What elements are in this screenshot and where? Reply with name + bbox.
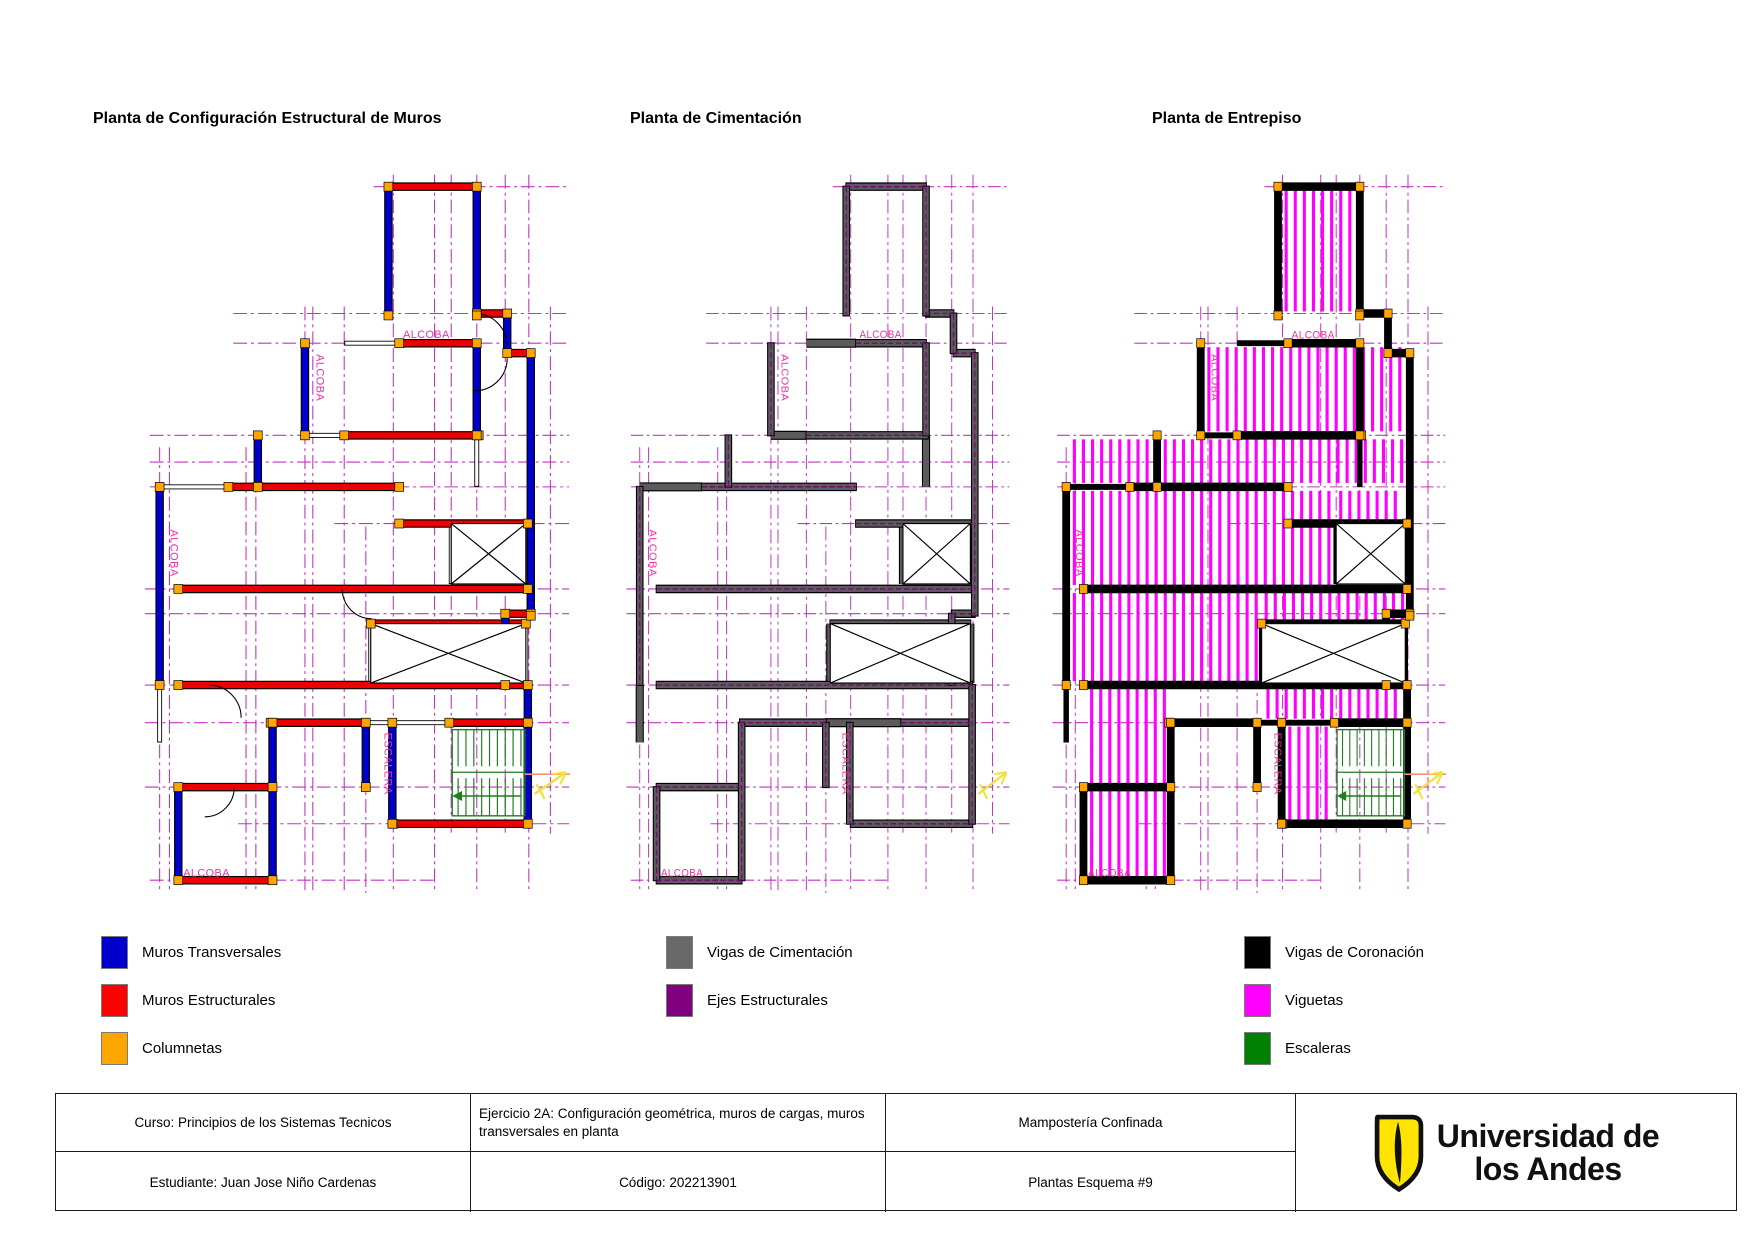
legend-label: Vigas de Cimentación: [707, 944, 853, 961]
room-label: ALCOBA: [403, 329, 450, 342]
columneta-marker: [1356, 311, 1364, 320]
columneta-marker: [155, 681, 164, 690]
columneta-marker: [1197, 339, 1205, 348]
columneta-marker: [1403, 819, 1411, 828]
columneta-marker: [1356, 182, 1364, 191]
columneta-marker: [526, 349, 535, 358]
columneta-marker: [301, 339, 310, 348]
tb-estudiante: Estudiante: Juan Jose Niño Cardenas: [56, 1152, 471, 1212]
columneta-marker: [526, 611, 535, 620]
columneta-marker: [1278, 819, 1286, 828]
room-label: ESCALERA: [1271, 732, 1283, 795]
columneta-marker: [445, 718, 454, 727]
columneta-marker: [1153, 431, 1161, 440]
legend-label: Viguetas: [1285, 992, 1344, 1009]
columneta-marker: [1258, 619, 1266, 628]
columneta-marker: [1274, 182, 1282, 191]
title-block: [55, 1093, 1737, 1211]
room-label: ALCOBA: [646, 529, 658, 577]
legend-item: [1244, 984, 1424, 1017]
columneta-marker: [1126, 482, 1134, 491]
swatch-vigas-coronacion: [1244, 936, 1271, 969]
plan-title-cimentacion: Planta de Cimentación: [630, 110, 802, 127]
columneta-marker: [523, 819, 532, 828]
legend-label: Vigas de Coronación: [1285, 944, 1424, 961]
room-label: ESCALERA: [381, 732, 394, 795]
swatch-vigas-cimentacion: [666, 936, 693, 969]
columneta-marker: [523, 718, 532, 727]
legend-label: Escaleras: [1285, 1040, 1351, 1057]
swatch-viguetas: [1244, 984, 1271, 1017]
legend-item: [101, 984, 281, 1017]
columneta-marker: [361, 718, 370, 727]
columneta-marker: [174, 681, 183, 690]
columneta-marker: [1356, 339, 1364, 348]
plan-drawing-entrepiso: [1048, 150, 1448, 905]
plan-layer: [145, 175, 570, 893]
university-logo: [1296, 1094, 1734, 1212]
legend-entrepiso: [1244, 936, 1424, 1080]
columneta-marker: [523, 681, 532, 690]
columneta-marker: [1079, 876, 1087, 885]
columneta-marker: [1278, 718, 1286, 727]
plan-title-entrepiso: Planta de Entrepiso: [1152, 110, 1302, 127]
columneta-marker: [1403, 519, 1411, 528]
columneta-marker: [384, 182, 393, 191]
swatch-columnetas: [101, 1032, 128, 1065]
columneta-marker: [1384, 309, 1392, 318]
room-label: ALCOBA: [313, 354, 326, 402]
legend-label: Columnetas: [142, 1040, 223, 1057]
columneta-marker: [268, 876, 277, 885]
columneta-marker: [1167, 876, 1175, 885]
legend-label: Muros Transversales: [142, 944, 282, 961]
columneta-marker: [523, 519, 532, 528]
columneta-marker: [501, 681, 510, 690]
columneta-marker: [1406, 611, 1414, 620]
room-label: ALCOBA: [1088, 867, 1132, 880]
legend-item: [666, 936, 853, 969]
logo-line1: Universidad de: [1436, 1118, 1660, 1155]
columneta-marker: [1167, 783, 1175, 792]
columneta-marker: [1284, 519, 1292, 528]
room-label: ALCOBA: [1073, 529, 1084, 577]
room-label: ALCOBA: [778, 354, 790, 402]
tb-esquema: Plantas Esquema #9: [886, 1152, 1296, 1212]
plan-layer: [1053, 175, 1447, 893]
columneta-marker: [1197, 431, 1205, 440]
columneta-marker: [174, 584, 183, 593]
columneta-marker: [366, 619, 375, 628]
columneta-marker: [501, 609, 510, 618]
columneta-marker: [1062, 482, 1070, 491]
columneta-marker: [1382, 609, 1390, 618]
legend-item: [1244, 936, 1424, 969]
plan-title-muros: Planta de Configuración Estructural de Muros: [93, 110, 442, 127]
swatch-muros-estructurales: [101, 984, 128, 1017]
columneta-marker: [1274, 311, 1282, 320]
room-label: ALCOBA: [1291, 329, 1335, 342]
tb-curso: Curso: Principios de los Sistemas Tecnicos: [56, 1094, 471, 1152]
room-label: ALCOBA: [183, 867, 230, 880]
room-label: ALCOBA: [859, 329, 902, 342]
legend-item: [101, 1032, 281, 1065]
columneta-marker: [1356, 431, 1364, 440]
columneta-marker: [503, 309, 512, 318]
room-label: ESCALERA: [839, 732, 851, 795]
swatch-muros-transversales: [101, 936, 128, 969]
columneta-marker: [253, 482, 262, 491]
legend-label: Muros Estructurales: [142, 992, 276, 1009]
columneta-marker: [1384, 349, 1392, 358]
legend-cimentacion: [666, 936, 853, 1032]
columneta-marker: [1253, 783, 1261, 792]
columneta-marker: [1153, 482, 1161, 491]
columneta-marker: [1406, 349, 1414, 358]
plan-layer: [626, 175, 1009, 893]
columneta-marker: [503, 349, 512, 358]
columneta-marker: [388, 718, 397, 727]
legend-label: Ejes Estructurales: [707, 992, 828, 1009]
columneta-marker: [301, 431, 310, 440]
uniandes-shield-icon: [1371, 1112, 1427, 1194]
columneta-marker: [395, 482, 404, 491]
uniandes-wordmark: [1437, 1120, 1659, 1185]
tb-mamposteria: Mampostería Confinada: [886, 1094, 1296, 1152]
columneta-marker: [472, 339, 481, 348]
plan-drawing-cimentacion: [622, 150, 1012, 905]
legend-item: [1244, 1032, 1424, 1065]
columneta-marker: [1079, 584, 1087, 593]
columneta-marker: [521, 619, 530, 628]
room-label: ALCOBA: [1208, 354, 1220, 402]
columneta-marker: [472, 182, 481, 191]
columneta-marker: [384, 311, 393, 320]
columneta-marker: [1062, 681, 1070, 690]
columneta-marker: [1253, 718, 1261, 727]
columneta-marker: [1167, 718, 1175, 727]
columneta-marker: [340, 431, 349, 440]
swatch-escaleras: [1244, 1032, 1271, 1065]
columneta-marker: [395, 519, 404, 528]
columneta-marker: [174, 876, 183, 885]
columneta-marker: [253, 431, 262, 440]
columneta-marker: [472, 431, 481, 440]
plan-drawing-muros: [140, 150, 572, 905]
columneta-marker: [268, 783, 277, 792]
columneta-marker: [1284, 482, 1292, 491]
columneta-marker: [268, 718, 277, 727]
legend-item: [666, 984, 853, 1017]
columneta-marker: [472, 311, 481, 320]
columneta-marker: [174, 783, 183, 792]
swatch-ejes-estructurales: [666, 984, 693, 1017]
logo-line2: los Andes: [1474, 1151, 1622, 1187]
columneta-marker: [1403, 718, 1411, 727]
columneta-marker: [224, 482, 233, 491]
columneta-marker: [1382, 681, 1390, 690]
columneta-marker: [1403, 681, 1411, 690]
legend-muros: [101, 936, 281, 1080]
columneta-marker: [523, 584, 532, 593]
tb-ejercicio: Ejercicio 2A: Configuración geométrica, muros de cargas, muros transversales en planta: [471, 1094, 886, 1152]
columneta-marker: [361, 783, 370, 792]
tb-codigo: Código: 202213901: [471, 1152, 886, 1212]
room-label: ALCOBA: [661, 867, 704, 880]
columneta-marker: [1233, 431, 1241, 440]
room-label: ALCOBA: [167, 529, 180, 577]
columneta-marker: [1403, 584, 1411, 593]
legend-item: [101, 936, 281, 969]
columneta-marker: [155, 482, 164, 491]
columneta-marker: [388, 819, 397, 828]
columneta-marker: [1079, 783, 1087, 792]
columneta-marker: [1079, 681, 1087, 690]
columneta-marker: [1330, 718, 1338, 727]
columneta-marker: [1401, 619, 1409, 628]
